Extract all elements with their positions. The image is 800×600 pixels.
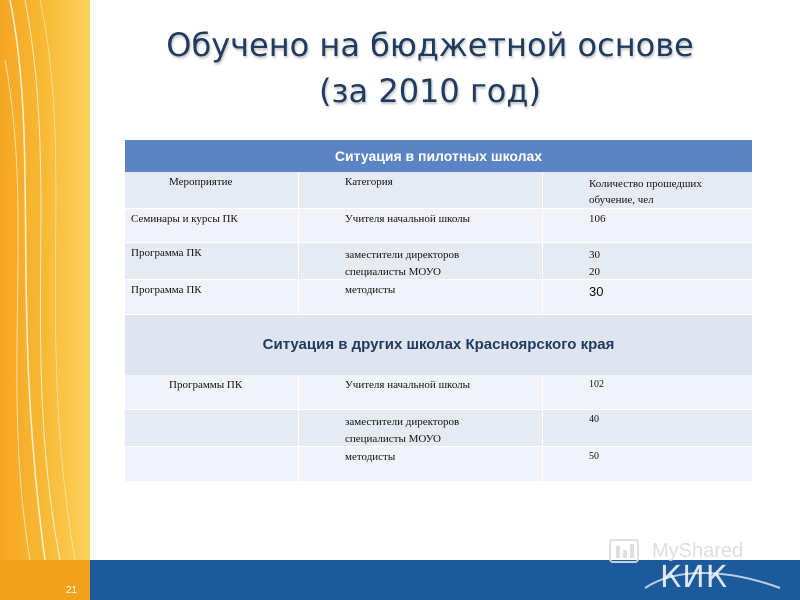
side-decoration-band [0, 0, 90, 560]
page-title [100, 22, 760, 114]
row-category: специалисты МОУО [345, 433, 441, 445]
row-category: заместители директоров [345, 249, 460, 261]
section2-heading: Ситуация в других школах Красноярского края [125, 315, 752, 375]
row-event: Программа ПК [125, 280, 299, 314]
decorative-curves [0, 0, 90, 560]
slide-number: 21 [66, 585, 78, 596]
table-row [125, 209, 752, 243]
column-header-event: Мероприятие [125, 172, 299, 208]
row-category: заместители директоров [345, 416, 460, 428]
row-count: 30 [589, 249, 600, 261]
row-count: 40 [589, 414, 599, 425]
row-category: Учителя начальной школы [299, 209, 543, 242]
title-line-2: (за 2010 год) [319, 72, 541, 110]
title-line-1: Обучено на бюджетной основе [166, 26, 694, 64]
table-row [125, 280, 752, 315]
row-category-group [299, 410, 543, 446]
row-event: Программы ПК [125, 375, 299, 409]
section1-heading: Ситуация в пилотных школах [125, 140, 752, 172]
row-category: Учителя начальной школы [299, 375, 543, 409]
row-category-group [299, 243, 543, 279]
row-count: 102 [589, 379, 604, 390]
row-event [125, 447, 299, 481]
row-category: специалисты МОУО [345, 266, 441, 278]
row-event: Программа ПК [125, 243, 299, 279]
table-row [125, 375, 752, 410]
column-header-count: Количество прошедших обучение, чел [589, 178, 702, 206]
column-header-category: Категория [299, 172, 543, 208]
row-count: 106 [589, 213, 606, 225]
table-row [125, 447, 752, 482]
row-count: 30 [589, 284, 604, 299]
watermark-text: MyShared [652, 540, 744, 562]
row-event [125, 410, 299, 446]
row-count: 50 [589, 451, 599, 462]
row-category: методисты [299, 447, 543, 481]
training-table [125, 140, 752, 482]
logo-text: КИК [660, 560, 729, 595]
table-row [125, 243, 752, 280]
row-count-group [543, 243, 752, 279]
table-row [125, 410, 752, 447]
row-category: методисты [299, 280, 543, 314]
row-event: Семинары и курсы ПК [125, 209, 299, 242]
table-header-row [125, 172, 752, 209]
row-count: 20 [589, 266, 600, 278]
